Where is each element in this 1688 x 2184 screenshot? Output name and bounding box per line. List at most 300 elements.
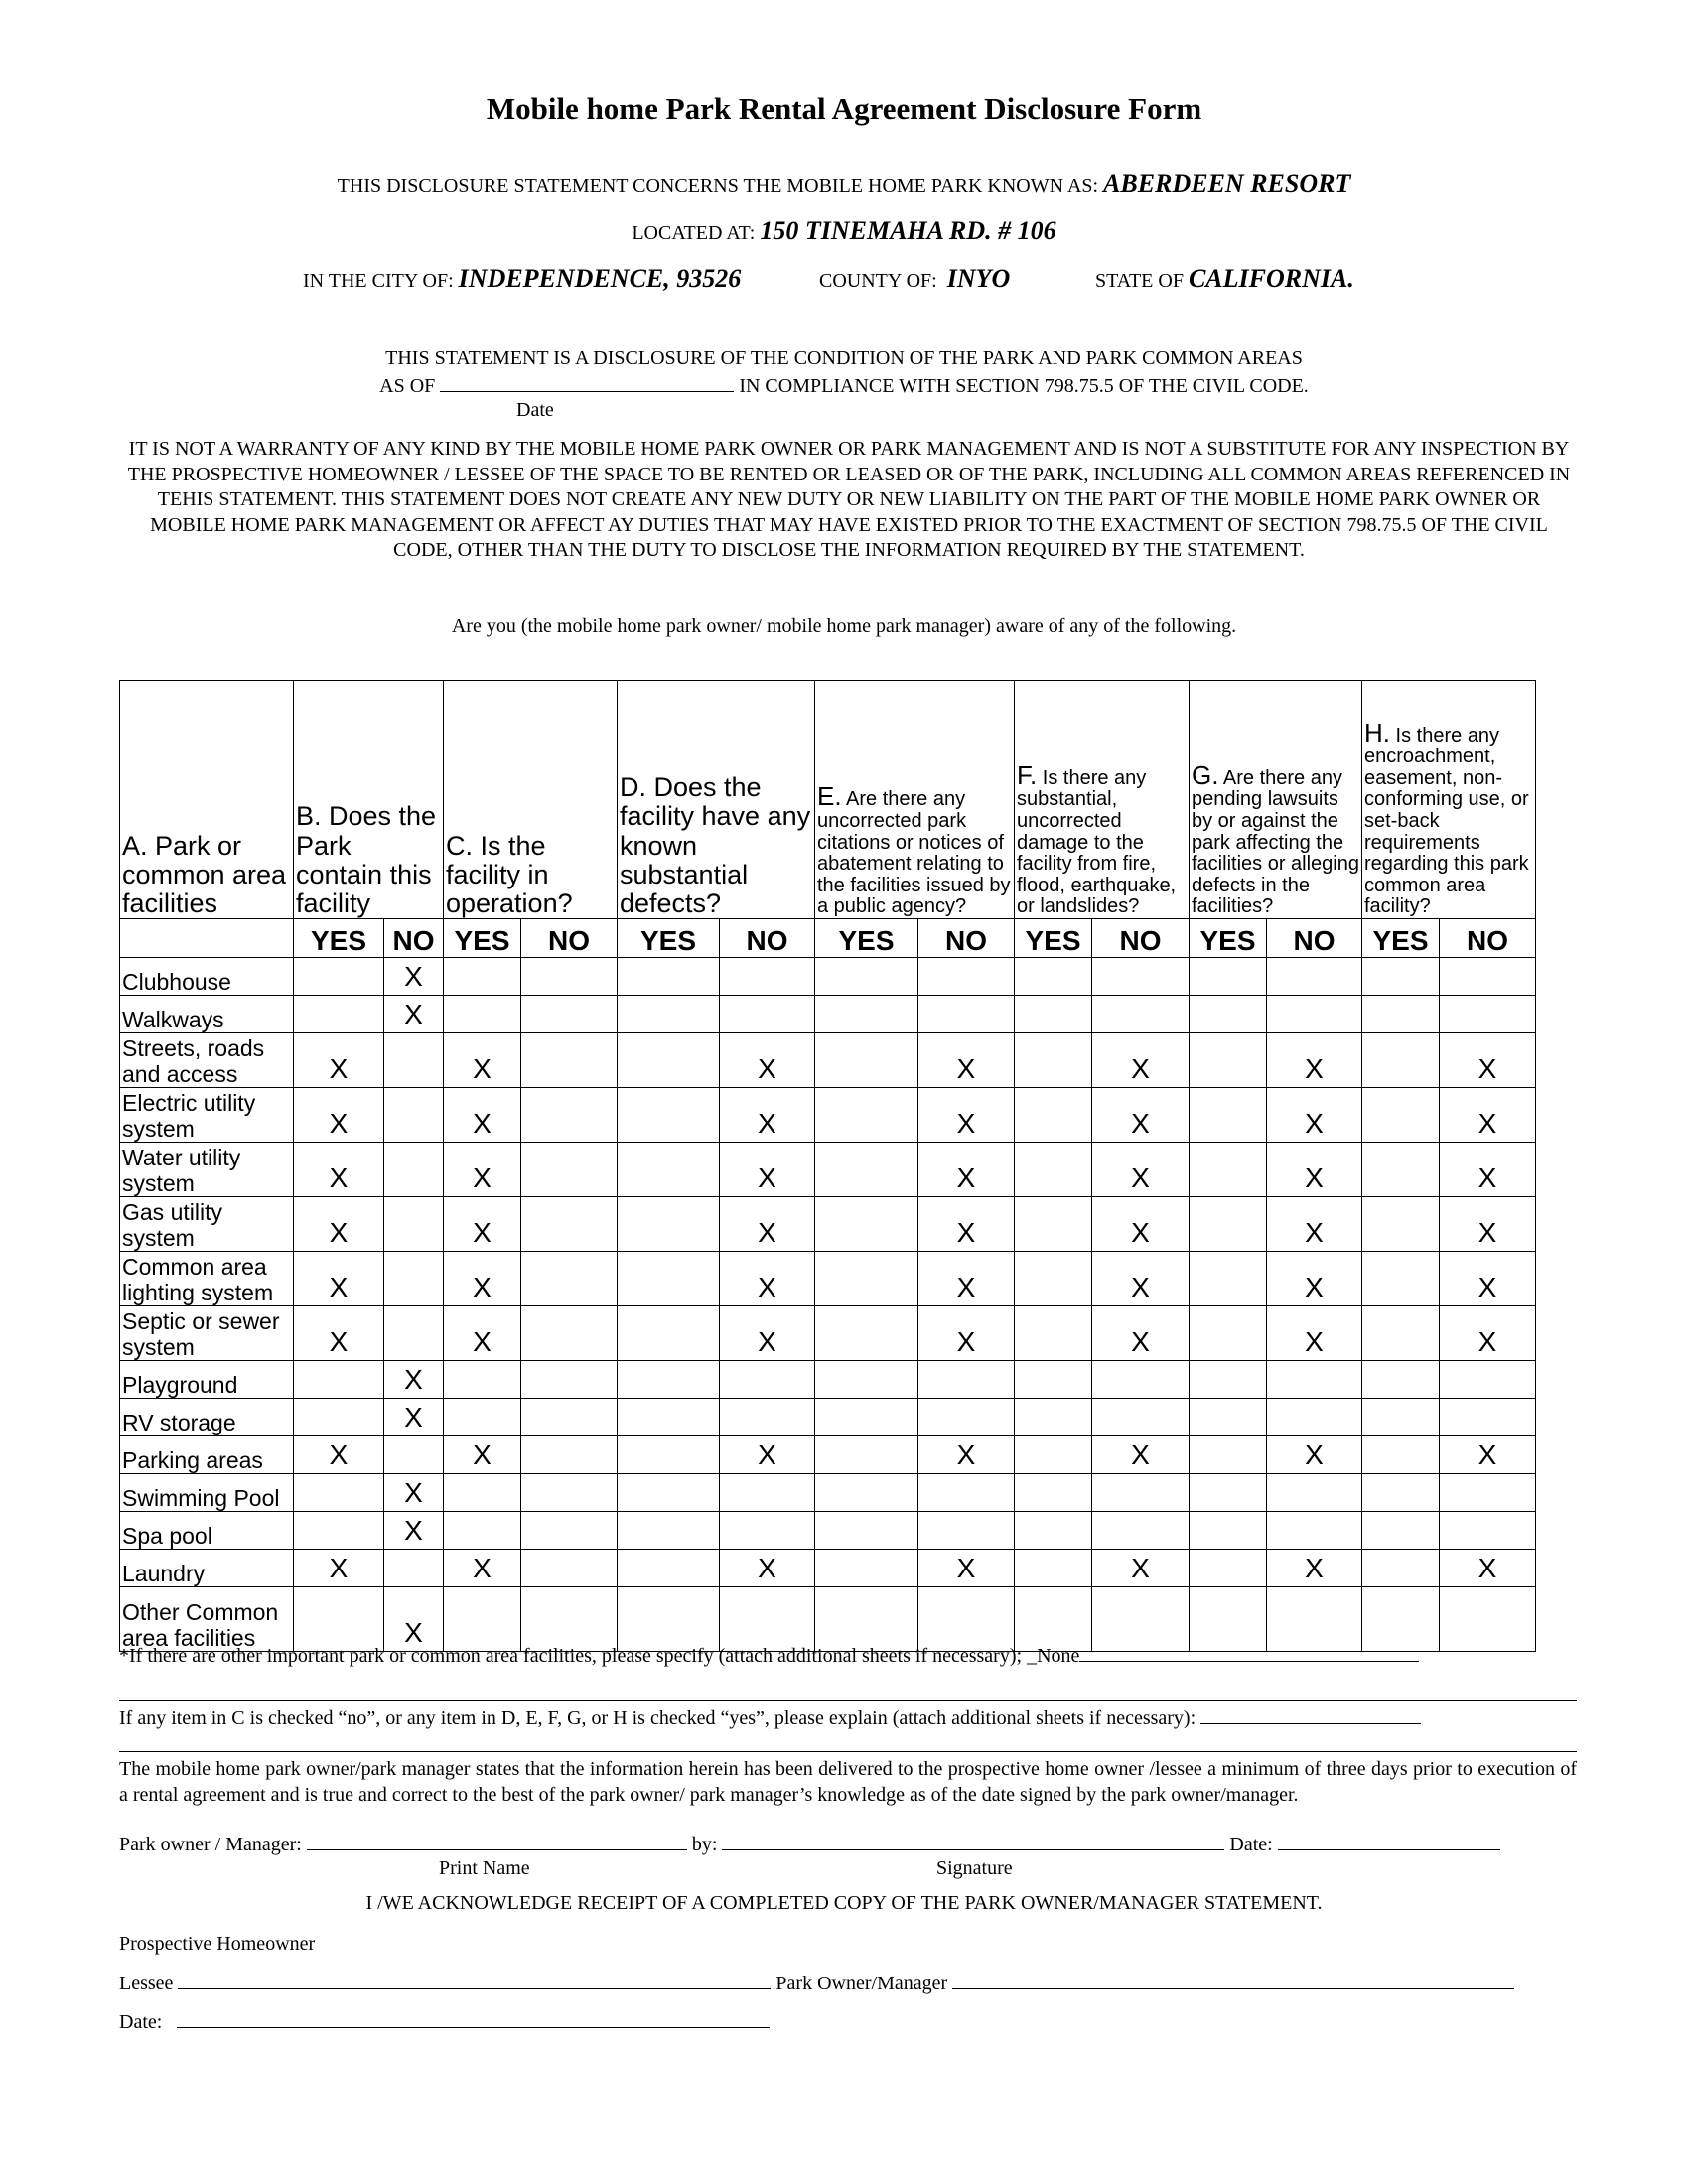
checkbox-b-no[interactable]: X <box>384 1587 444 1652</box>
checkbox-g-no[interactable]: X <box>1267 1252 1362 1306</box>
checkbox-g-no[interactable] <box>1267 1399 1362 1436</box>
county-label: COUNTY OF: <box>819 270 937 292</box>
checkbox-b-yes[interactable]: X <box>294 1306 384 1361</box>
f-no-header: NO <box>1092 919 1190 958</box>
checkbox-e-no[interactable] <box>918 958 1015 996</box>
owner-statement: The mobile home park owner/park manager states that the information herein has been delivered to the prospective home owner /lessee a minimum of three days prior to execution of a rental agreement and is true and correct to the best of the park owner/ park manager’s knowledge as of the date signed by the park owner/manager. <box>119 1758 1577 1806</box>
facility-label: Common area lighting system <box>120 1252 294 1306</box>
checkbox-g-no[interactable]: X <box>1267 1550 1362 1587</box>
signature-date-field[interactable] <box>1278 1832 1500 1850</box>
header-col-g-letter: G. <box>1192 759 1219 790</box>
checkbox-d-yes[interactable] <box>618 1436 720 1474</box>
checkbox-d-no[interactable] <box>720 996 815 1033</box>
homeowner-date-line <box>119 2009 770 2034</box>
checkbox-g-yes[interactable] <box>1190 1252 1267 1306</box>
checkbox-f-yes[interactable] <box>1015 1252 1092 1306</box>
facility-label: Clubhouse <box>120 958 294 996</box>
other-facilities-line <box>119 1643 1577 1670</box>
checkbox-d-yes[interactable] <box>618 958 720 996</box>
state-value: CALIFORNIA. <box>1188 264 1354 293</box>
checkbox-c-yes[interactable]: X <box>444 1436 521 1474</box>
facilities-table <box>119 680 1536 1652</box>
warranty-paragraph: IT IS NOT A WARRANTY OF ANY KIND BY THE MOBILE HOME PARK OWNER OR PARK MANAGEMENT AND IS NOT A SUBSTITUTE FOR ANY INSPECTION BY THE PROSPECTIVE HOMEOWNER / LESSEE OF THE SPACE TO BE RENTED OR LEASED OR OF THE PARK, INCLUDING ALL COMMON AREAS REFERENCED IN TEHIS STATEMENT. THIS STATEMENT DOES NOT CREATE ANY NEW DUTY OR NEW LIABILITY ON THE PART OF THE MOBILE HOME PARK OWNER OR MOBILE HOME PARK MANAGEMENT OR AFFECT AY DUTIES THAT MAY HAVE EXISTED PRIOR TO THE EXACTMENT OF SECTION 798.75.5 OF THE CIVIL CODE, OTHER THAN THE DUTY TO DISCLOSE THE INFORMATION REQUIRED BY THE STATEMENT. <box>127 438 1571 561</box>
checkbox-c-yes[interactable] <box>444 1361 521 1399</box>
checkbox-e-no[interactable]: X <box>918 1197 1015 1252</box>
checkbox-h-no[interactable] <box>1440 996 1536 1033</box>
owner-print-name-field[interactable] <box>307 1832 687 1850</box>
checkbox-h-no[interactable]: X <box>1440 1033 1536 1088</box>
c-yes-header: YES <box>444 919 521 958</box>
checkbox-e-no[interactable]: X <box>918 1033 1015 1088</box>
checkbox-e-no[interactable] <box>918 996 1015 1033</box>
checkbox-b-no[interactable] <box>384 1143 444 1197</box>
checkbox-h-no[interactable]: X <box>1440 1550 1536 1587</box>
checkbox-b-yes[interactable] <box>294 1587 384 1652</box>
checkbox-e-no[interactable] <box>918 1474 1015 1512</box>
checkbox-e-no[interactable] <box>918 1512 1015 1550</box>
by-label: by: <box>691 1834 718 1855</box>
checkbox-d-no[interactable] <box>720 1361 815 1399</box>
checkbox-c-no[interactable] <box>521 1399 618 1436</box>
table-row <box>120 996 1536 1033</box>
checkbox-g-no[interactable] <box>1267 1512 1362 1550</box>
checkbox-g-yes[interactable] <box>1190 1088 1267 1143</box>
checkbox-b-no[interactable] <box>384 1550 444 1587</box>
park-known-as-label: THIS DISCLOSURE STATEMENT CONCERNS THE MOBILE HOME PARK KNOWN AS: <box>337 175 1099 197</box>
checkbox-d-yes[interactable] <box>618 1399 720 1436</box>
header-col-f-letter: F. <box>1017 759 1038 790</box>
header-col-a: A. Park or common area facilities <box>120 681 294 919</box>
c-no-header: NO <box>521 919 618 958</box>
checkbox-e-yes[interactable] <box>815 1512 918 1550</box>
homeowner-date-label: Date: <box>119 2011 163 2033</box>
checkbox-d-yes[interactable] <box>618 1550 720 1587</box>
checkbox-c-no[interactable] <box>521 1252 618 1306</box>
table-row <box>120 1436 1536 1474</box>
header-col-g-text: Are there any pending lawsuits by or against the park affecting the facilities or alleging defects in the facilities? <box>1192 766 1359 918</box>
checkbox-e-yes[interactable] <box>815 1399 918 1436</box>
county-value: INYO <box>946 264 1011 293</box>
checkbox-h-yes[interactable] <box>1362 1252 1440 1306</box>
checkbox-e-yes[interactable] <box>815 1088 918 1143</box>
lessee-line <box>119 1971 1589 1995</box>
checkbox-d-no[interactable] <box>720 1474 815 1512</box>
checkbox-f-no[interactable] <box>1092 996 1190 1033</box>
checkbox-c-yes[interactable] <box>444 996 521 1033</box>
checkbox-h-yes[interactable] <box>1362 1474 1440 1512</box>
checkbox-c-yes[interactable] <box>444 958 521 996</box>
checkbox-c-yes[interactable]: X <box>444 1197 521 1252</box>
header-col-h-text: Is there any encroachment, easement, non-conforming use, or set-back requirements regarding this park common area facility? <box>1364 724 1529 918</box>
checkbox-c-no[interactable] <box>521 1306 618 1361</box>
checkbox-c-yes[interactable] <box>444 1512 521 1550</box>
checkbox-g-no[interactable] <box>1267 1587 1362 1652</box>
checkbox-e-no[interactable]: X <box>918 1252 1015 1306</box>
checkbox-b-no[interactable] <box>384 1197 444 1252</box>
facility-label: Electric utility system <box>120 1088 294 1143</box>
checkbox-h-no[interactable] <box>1440 958 1536 996</box>
checkbox-c-no[interactable] <box>521 1088 618 1143</box>
checkbox-h-no[interactable] <box>1440 1512 1536 1550</box>
checkbox-b-no[interactable] <box>384 1436 444 1474</box>
checkbox-h-yes[interactable] <box>1362 1587 1440 1652</box>
table-row <box>120 1474 1536 1512</box>
checkbox-h-yes[interactable] <box>1362 1197 1440 1252</box>
e-yes-header: YES <box>815 919 918 958</box>
lessee-signature-field[interactable] <box>178 1971 771 1989</box>
acknowledge-text: I /WE ACKNOWLEDGE RECEIPT OF A COMPLETED COPY OF THE PARK OWNER/MANAGER STATEMENT. <box>365 1892 1323 1914</box>
checkbox-c-yes[interactable]: X <box>444 1550 521 1587</box>
checkbox-g-no[interactable] <box>1267 996 1362 1033</box>
checkbox-b-no[interactable]: X <box>384 958 444 996</box>
print-name-caption: Print Name <box>439 1857 530 1879</box>
checkbox-f-yes[interactable] <box>1015 1550 1092 1587</box>
checkbox-h-no[interactable] <box>1440 1474 1536 1512</box>
checkbox-h-no[interactable] <box>1440 1361 1536 1399</box>
checkbox-d-no[interactable]: X <box>720 1550 815 1587</box>
park-address: 150 TINEMAHA RD. # 106 <box>760 216 1056 245</box>
homeowner-date-field[interactable] <box>177 2009 770 2028</box>
header-col-e-letter: E. <box>817 781 842 812</box>
checkbox-g-no[interactable] <box>1267 958 1362 996</box>
checkbox-g-no[interactable]: X <box>1267 1143 1362 1197</box>
checkbox-g-yes[interactable] <box>1190 1143 1267 1197</box>
checkbox-d-yes[interactable] <box>618 1033 720 1088</box>
explain-text: If any item in C is checked “no”, or any item in D, E, F, G, or H is checked “yes”, please explain (attach additional sheets if necessary): <box>119 1707 1196 1729</box>
facility-label: Parking areas <box>120 1436 294 1474</box>
park-known-as-line <box>0 169 1688 199</box>
checkbox-g-no[interactable]: X <box>1267 1088 1362 1143</box>
checkbox-f-yes[interactable] <box>1015 1361 1092 1399</box>
checkbox-h-no[interactable] <box>1440 1587 1536 1652</box>
checkbox-f-no[interactable] <box>1092 1587 1190 1652</box>
checkbox-b-no[interactable] <box>384 1252 444 1306</box>
checkbox-g-yes[interactable] <box>1190 1361 1267 1399</box>
explain-rule[interactable] <box>119 1751 1577 1752</box>
checkbox-d-no[interactable] <box>720 1512 815 1550</box>
checkbox-h-yes[interactable] <box>1362 1361 1440 1399</box>
compliance-text: IN COMPLIANCE WITH SECTION 798.75.5 OF THE CIVIL CODE. <box>739 375 1309 397</box>
checkbox-d-yes[interactable] <box>618 1143 720 1197</box>
checkbox-f-no[interactable] <box>1092 958 1190 996</box>
checkbox-h-no[interactable]: X <box>1440 1197 1536 1252</box>
header-col-f <box>1015 681 1190 919</box>
checkbox-h-yes[interactable] <box>1362 1436 1440 1474</box>
checkbox-b-yes[interactable]: X <box>294 1088 384 1143</box>
checkbox-g-no[interactable]: X <box>1267 1306 1362 1361</box>
checkbox-e-yes[interactable] <box>815 1306 918 1361</box>
checkbox-g-no[interactable]: X <box>1267 1033 1362 1088</box>
checkbox-b-yes[interactable]: X <box>294 1436 384 1474</box>
checkbox-c-no[interactable] <box>521 1033 618 1088</box>
checkbox-d-no[interactable]: X <box>720 1143 815 1197</box>
checkbox-d-no[interactable]: X <box>720 1033 815 1088</box>
checkbox-h-yes[interactable] <box>1362 1143 1440 1197</box>
g-yes-header: YES <box>1190 919 1267 958</box>
checkbox-h-no[interactable]: X <box>1440 1436 1536 1474</box>
as-of-date-field[interactable] <box>440 373 734 392</box>
checkbox-d-no[interactable]: X <box>720 1306 815 1361</box>
checkbox-h-yes[interactable] <box>1362 1088 1440 1143</box>
checkbox-h-no[interactable]: X <box>1440 1306 1536 1361</box>
checkbox-d-yes[interactable] <box>618 1306 720 1361</box>
other-facilities-blank[interactable] <box>1079 1643 1419 1662</box>
checkbox-h-no[interactable] <box>1440 1399 1536 1436</box>
g-no-header: NO <box>1267 919 1362 958</box>
checkbox-f-no[interactable]: X <box>1092 1550 1190 1587</box>
park-owner-manager-label: Park Owner/Manager <box>775 1973 948 1994</box>
checkbox-d-yes[interactable] <box>618 1361 720 1399</box>
checkbox-h-yes[interactable] <box>1362 1033 1440 1088</box>
checkbox-c-no[interactable] <box>521 1436 618 1474</box>
checkbox-e-no[interactable]: X <box>918 1436 1015 1474</box>
checkbox-d-no[interactable]: X <box>720 1252 815 1306</box>
checkbox-d-yes[interactable] <box>618 1197 720 1252</box>
checkbox-e-no[interactable] <box>918 1361 1015 1399</box>
checkbox-f-yes[interactable] <box>1015 996 1092 1033</box>
header-col-h-letter: H. <box>1364 717 1390 748</box>
e-no-header: NO <box>918 919 1015 958</box>
owner-manager-label: Park owner / Manager: <box>119 1834 302 1855</box>
checkbox-e-no[interactable]: X <box>918 1550 1015 1587</box>
other-facilities-value[interactable]: None <box>1037 1645 1080 1667</box>
checkbox-d-no[interactable]: X <box>720 1197 815 1252</box>
checkbox-b-no[interactable]: X <box>384 1361 444 1399</box>
checkbox-d-yes[interactable] <box>618 1587 720 1652</box>
table-row <box>120 1550 1536 1587</box>
checkbox-c-yes[interactable]: X <box>444 1306 521 1361</box>
checkbox-c-no[interactable] <box>521 1550 618 1587</box>
checkbox-e-no[interactable] <box>918 1399 1015 1436</box>
checkbox-e-yes[interactable] <box>815 1143 918 1197</box>
checkbox-d-no[interactable]: X <box>720 1436 815 1474</box>
other-facilities-text: *If there are other important park or common area facilities, please specify (attach additional sheets if necessary); _ <box>119 1645 1038 1667</box>
checkbox-h-yes[interactable] <box>1362 1306 1440 1361</box>
checkbox-b-yes[interactable]: X <box>294 1143 384 1197</box>
checkbox-c-no[interactable] <box>521 958 618 996</box>
checkbox-e-yes[interactable] <box>815 1550 918 1587</box>
checkbox-d-no[interactable] <box>720 958 815 996</box>
checkbox-b-no[interactable] <box>384 1033 444 1088</box>
checkbox-b-no[interactable]: X <box>384 996 444 1033</box>
header-col-c: C. Is the facility in operation? <box>444 681 618 919</box>
checkbox-b-no[interactable]: X <box>384 1512 444 1550</box>
checkbox-c-no[interactable] <box>521 1512 618 1550</box>
park-owner-signature-field[interactable] <box>952 1971 1514 1989</box>
b-yes-header: YES <box>294 919 384 958</box>
checkbox-g-yes[interactable] <box>1190 1399 1267 1436</box>
checkbox-f-yes[interactable] <box>1015 1512 1092 1550</box>
as-of-label: AS OF <box>379 375 436 397</box>
facility-label: Walkways <box>120 996 294 1033</box>
checkbox-b-yes[interactable] <box>294 1512 384 1550</box>
checkbox-f-yes[interactable] <box>1015 958 1092 996</box>
checkbox-f-yes[interactable] <box>1015 1474 1092 1512</box>
checkbox-f-no[interactable]: X <box>1092 1143 1190 1197</box>
header-col-g <box>1190 681 1362 919</box>
checkbox-b-yes[interactable]: X <box>294 1252 384 1306</box>
checkbox-g-no[interactable] <box>1267 1361 1362 1399</box>
checkbox-f-yes[interactable] <box>1015 1143 1092 1197</box>
checkbox-c-yes[interactable]: X <box>444 1252 521 1306</box>
checkbox-e-no[interactable]: X <box>918 1306 1015 1361</box>
checkbox-f-yes[interactable] <box>1015 1436 1092 1474</box>
checkbox-e-yes[interactable] <box>815 958 918 996</box>
checkbox-c-no[interactable] <box>521 1361 618 1399</box>
checkbox-e-yes[interactable] <box>815 1474 918 1512</box>
checkbox-d-yes[interactable] <box>618 1088 720 1143</box>
checkbox-b-yes[interactable] <box>294 996 384 1033</box>
checkbox-d-yes[interactable] <box>618 1474 720 1512</box>
facility-label: Playground <box>120 1361 294 1399</box>
checkbox-e-yes[interactable] <box>815 1587 918 1652</box>
checkbox-g-yes[interactable] <box>1190 958 1267 996</box>
checkbox-c-no[interactable] <box>521 1197 618 1252</box>
checkbox-f-yes[interactable] <box>1015 1306 1092 1361</box>
header-col-e <box>815 681 1015 919</box>
checkbox-g-yes[interactable] <box>1190 1474 1267 1512</box>
owner-signature-field[interactable] <box>722 1832 1224 1850</box>
checkbox-b-no[interactable] <box>384 1306 444 1361</box>
checkbox-c-yes[interactable] <box>444 1399 521 1436</box>
checkbox-d-no[interactable]: X <box>720 1088 815 1143</box>
table-row <box>120 1143 1536 1197</box>
checkbox-b-no[interactable]: X <box>384 1474 444 1512</box>
header-blank-cell <box>120 919 294 958</box>
checkbox-e-no[interactable]: X <box>918 1143 1015 1197</box>
header-col-d: D. Does the facility have any known substantial defects? <box>618 681 815 919</box>
header-col-h <box>1362 681 1536 919</box>
header-col-e-text: Are there any uncorrected park citations or notices of abatement relating to the facilities issued by a public agency? <box>817 788 1011 918</box>
checkbox-h-yes[interactable] <box>1362 996 1440 1033</box>
checkbox-e-yes[interactable] <box>815 1033 918 1088</box>
facility-label: RV storage <box>120 1399 294 1436</box>
checkbox-e-yes[interactable] <box>815 1361 918 1399</box>
checkbox-b-no[interactable]: X <box>384 1399 444 1436</box>
checkbox-b-yes[interactable]: X <box>294 1033 384 1088</box>
checkbox-c-yes[interactable]: X <box>444 1143 521 1197</box>
checkbox-b-yes[interactable] <box>294 1399 384 1436</box>
checkbox-h-no[interactable]: X <box>1440 1252 1536 1306</box>
checkbox-g-yes[interactable] <box>1190 1306 1267 1361</box>
checkbox-c-no[interactable] <box>521 1474 618 1512</box>
checkbox-c-yes[interactable]: X <box>444 1088 521 1143</box>
other-facilities-rule[interactable] <box>119 1700 1577 1701</box>
checkbox-d-no[interactable] <box>720 1587 815 1652</box>
checkbox-c-no[interactable] <box>521 1587 618 1652</box>
state-label: STATE OF <box>1095 270 1184 292</box>
checkbox-h-yes[interactable] <box>1362 1399 1440 1436</box>
signature-caption: Signature <box>936 1857 1013 1879</box>
checkbox-e-no[interactable]: X <box>918 1088 1015 1143</box>
lessee-label: Lessee <box>119 1973 174 1994</box>
checkbox-g-yes[interactable] <box>1190 1033 1267 1088</box>
yes-no-header-row <box>120 919 1536 958</box>
checkbox-d-no[interactable] <box>720 1399 815 1436</box>
checkbox-h-yes[interactable] <box>1362 1550 1440 1587</box>
checkbox-f-no[interactable]: X <box>1092 1436 1190 1474</box>
checkbox-g-yes[interactable] <box>1190 1550 1267 1587</box>
checkbox-f-no[interactable] <box>1092 1474 1190 1512</box>
checkbox-c-no[interactable] <box>521 996 618 1033</box>
checkbox-f-no[interactable]: X <box>1092 1033 1190 1088</box>
facility-label: Spa pool <box>120 1512 294 1550</box>
f-yes-header: YES <box>1015 919 1092 958</box>
checkbox-g-no[interactable]: X <box>1267 1197 1362 1252</box>
checkbox-f-no[interactable] <box>1092 1399 1190 1436</box>
checkbox-d-yes[interactable] <box>618 1252 720 1306</box>
checkbox-h-yes[interactable] <box>1362 958 1440 996</box>
checkbox-f-no[interactable] <box>1092 1361 1190 1399</box>
checkbox-b-no[interactable] <box>384 1088 444 1143</box>
b-no-header: NO <box>384 919 444 958</box>
signature-line <box>119 1832 1577 1858</box>
checkbox-f-yes[interactable] <box>1015 1399 1092 1436</box>
explain-blank[interactable] <box>1200 1706 1421 1724</box>
checkbox-d-yes[interactable] <box>618 1512 720 1550</box>
checkbox-g-no[interactable] <box>1267 1474 1362 1512</box>
city-label: IN THE CITY OF: <box>303 270 454 292</box>
checkbox-f-no[interactable]: X <box>1092 1306 1190 1361</box>
facility-label: Streets, roads and access <box>120 1033 294 1088</box>
checkbox-e-yes[interactable] <box>815 1436 918 1474</box>
facility-label: Water utility system <box>120 1143 294 1197</box>
table-row <box>120 1306 1536 1361</box>
checkbox-e-yes[interactable] <box>815 1252 918 1306</box>
checkbox-g-yes[interactable] <box>1190 1436 1267 1474</box>
checkbox-g-yes[interactable] <box>1190 1197 1267 1252</box>
state-line <box>1095 264 1354 294</box>
checkbox-d-yes[interactable] <box>618 996 720 1033</box>
facility-label: Other Common area facilities <box>120 1587 294 1652</box>
question-text: Are you (the mobile home park owner/ mobile home park manager) aware of any of the following. <box>451 615 1237 637</box>
checkbox-c-no[interactable] <box>521 1143 618 1197</box>
checkbox-c-yes[interactable] <box>444 1474 521 1512</box>
checkbox-b-yes[interactable]: X <box>294 1197 384 1252</box>
checkbox-e-yes[interactable] <box>815 1197 918 1252</box>
checkbox-b-yes[interactable] <box>294 1361 384 1399</box>
checkbox-g-yes[interactable] <box>1190 1512 1267 1550</box>
checkbox-c-yes[interactable]: X <box>444 1033 521 1088</box>
facility-label: Septic or sewer system <box>120 1306 294 1361</box>
county-line <box>819 264 1010 294</box>
checkbox-g-yes[interactable] <box>1190 996 1267 1033</box>
checkbox-f-no[interactable]: X <box>1092 1197 1190 1252</box>
checkbox-f-yes[interactable] <box>1015 1197 1092 1252</box>
located-at-label: LOCATED AT: <box>632 222 756 244</box>
checkbox-e-no[interactable] <box>918 1587 1015 1652</box>
checkbox-f-no[interactable]: X <box>1092 1088 1190 1143</box>
checkbox-h-no[interactable]: X <box>1440 1088 1536 1143</box>
checkbox-g-no[interactable]: X <box>1267 1436 1362 1474</box>
checkbox-b-yes[interactable] <box>294 1474 384 1512</box>
checkbox-h-yes[interactable] <box>1362 1512 1440 1550</box>
checkbox-f-yes[interactable] <box>1015 1088 1092 1143</box>
checkbox-f-yes[interactable] <box>1015 1033 1092 1088</box>
checkbox-g-yes[interactable] <box>1190 1587 1267 1652</box>
checkbox-h-no[interactable]: X <box>1440 1143 1536 1197</box>
h-no-header: NO <box>1440 919 1536 958</box>
checkbox-e-yes[interactable] <box>815 996 918 1033</box>
table-row <box>120 1512 1536 1550</box>
checkbox-b-yes[interactable]: X <box>294 1550 384 1587</box>
date-caption: Date <box>516 399 554 421</box>
checkbox-f-yes[interactable] <box>1015 1587 1092 1652</box>
checkbox-b-yes[interactable] <box>294 958 384 996</box>
checkbox-f-no[interactable] <box>1092 1512 1190 1550</box>
checkbox-c-yes[interactable] <box>444 1587 521 1652</box>
checkbox-f-no[interactable]: X <box>1092 1252 1190 1306</box>
